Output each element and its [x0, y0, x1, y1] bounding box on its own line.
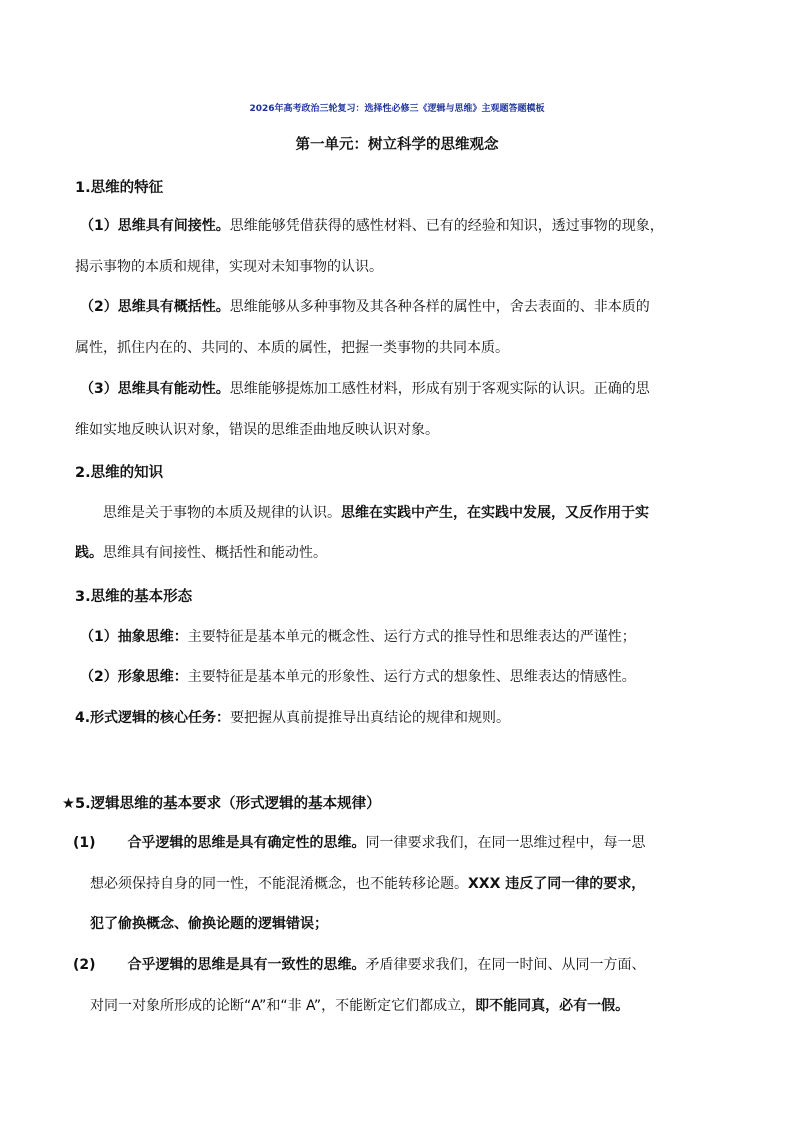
s1-p3-text-a: 思维能够提炼加工感性材料，形成有别于客观实际的认识。正确的思 [229, 381, 650, 397]
s1-p2-label: （2）思维具有概括性。 [80, 299, 230, 315]
s2-text-b: 思维具有间接性、概括性和能动性。 [103, 545, 327, 561]
s1-p1-line-2: 揭示事物的本质和规律，实现对未知事物的认识。 [75, 259, 383, 275]
s3-p2-text: 主要特征是基本单元的形象性、运行方式的想象性、思维表达的情感性。 [187, 669, 636, 685]
s5-p2-label: 合乎逻辑的思维是具有一致性的思维。 [127, 957, 366, 973]
section-2-heading: 2.思维的知识 [75, 465, 164, 481]
s5-p1-line-1 [73, 833, 646, 853]
s1-p3-label: （3）思维具有能动性。 [80, 381, 230, 397]
s5-p2-line-1 [73, 955, 646, 975]
s1-p3-line-2: 维如实地反映认识对象，错误的思维歪曲地反映认识对象。 [75, 422, 439, 438]
s1-p1-label: （1）思维具有间接性。 [80, 218, 230, 234]
s1-p2-line-1 [80, 297, 650, 317]
s5-p2-text-a: 矛盾律要求我们，在同一时间、从同一方面、 [365, 957, 646, 973]
s5-p1-line-2 [90, 874, 645, 894]
s2-bold-a: 思维在实践中产生，在实践中发展，又反作用于实 [341, 505, 649, 521]
s5-p2-num: (2) [73, 957, 96, 973]
s2-line-1 [103, 503, 649, 523]
s2-bold-b: 践。 [75, 545, 103, 561]
s1-p2-text-a: 思维能够从多种事物及其各种各样的属性中，舍去表面的、非本质的 [229, 299, 650, 315]
s5-p1-num: (1) [73, 835, 96, 851]
s1-p2-line-2: 属性，抓住内在的、共同的、本质的属性，把握一类事物的共同本质。 [75, 340, 509, 356]
s1-p1-text-a: 思维能够凭借获得的感性材料、已有的经验和知识，透过事物的现象， [229, 218, 664, 234]
s5-p2-line-2 [90, 996, 629, 1016]
s5-p1-line-3: 犯了偷换概念、偷换论题的逻辑错误； [90, 916, 328, 932]
s1-p1-line-1 [80, 216, 664, 236]
s5-p1-text-a: 同一律要求我们，在同一思维过程中，每一思 [365, 835, 646, 851]
s2-line-2 [75, 543, 327, 563]
section-5-heading: ★5.逻辑思维的基本要求（形式逻辑的基本规律） [62, 796, 381, 812]
section-1-heading: 1.思维的特征 [75, 180, 164, 196]
s1-p3-line-1 [80, 379, 650, 399]
s3-p1-label: （1）抽象思维： [80, 629, 188, 645]
s5-p1-label: 合乎逻辑的思维是具有确定性的思维。 [127, 835, 366, 851]
unit-subtitle: 第一单元：树立科学的思维观念 [295, 137, 499, 153]
s3-p1-text: 主要特征是基本单元的概念性、运行方式的推导性和思维表达的严谨性； [187, 629, 636, 645]
s5-p1-bold-b: XXX 违反了同一律的要求， [468, 876, 646, 892]
s5-p2-bold-b: 即不能同真，必有一假。 [475, 998, 630, 1014]
s4-line [75, 708, 510, 728]
s3-p2-label: （2）形象思维： [80, 669, 188, 685]
s3-p1-line [80, 627, 636, 647]
document-title: 2026年高考政治三轮复习：选择性必修三《逻辑与思维》主观题答题模板 [249, 104, 545, 114]
s4-label: 4.形式逻辑的核心任务： [75, 710, 231, 726]
s3-p2-line [80, 667, 636, 687]
s2-text-a: 思维是关于事物的本质及规律的认识。 [103, 505, 341, 521]
s4-text: 要把握从真前提推导出真结论的规律和规则。 [230, 710, 511, 726]
s5-p1-text-b: 想必须保持自身的同一性，不能混淆概念，也不能转移论题。 [90, 876, 468, 892]
s5-p2-text-b: 对同一对象所形成的论断“A”和“非 A”，不能断定它们都成立， [90, 998, 476, 1014]
section-3-heading: 3.思维的基本形态 [75, 589, 193, 605]
